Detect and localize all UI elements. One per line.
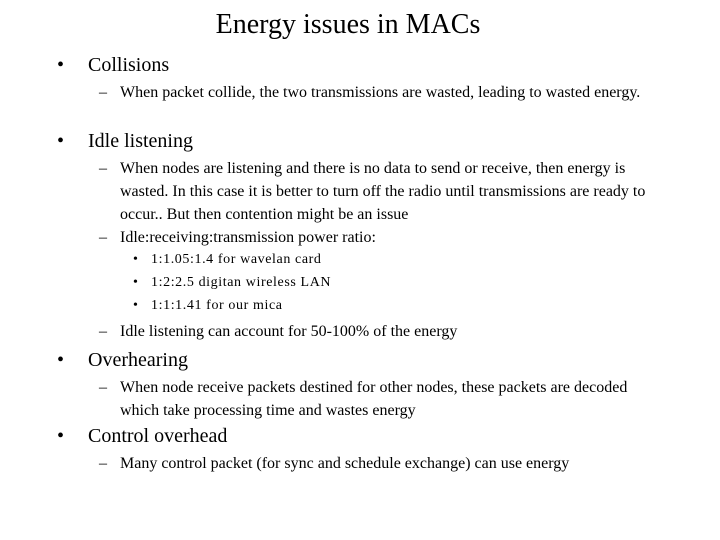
sub-sub-bullet-text: 1:1.05:1.4 for wavelan card	[151, 252, 322, 267]
dash-marker: –	[99, 323, 107, 340]
dash-marker: –	[99, 160, 107, 177]
sub-sub-bullet-text: 1:2:2.5 digitan wireless LAN	[151, 275, 332, 290]
bullet-marker: •	[57, 130, 65, 152]
bullet-marker: •	[133, 298, 139, 313]
bullet-marker: •	[57, 54, 65, 76]
sub-bullet-text: Idle listening can account for 50-100% of the energy	[120, 323, 458, 340]
dash-marker: –	[99, 84, 107, 101]
bullet-marker: •	[57, 425, 65, 447]
bullet-text: Overhearing	[88, 349, 188, 371]
bullet-text: Idle listening	[88, 130, 193, 152]
bullet-marker: •	[133, 275, 139, 290]
sub-bullet-text: Many control packet (for sync and schedule exchange) can use energy	[120, 455, 570, 472]
sub-sub-bullet-text: 1:1:1.41 for our mica	[151, 298, 283, 313]
sub-bullet-text: When packet collide, the two transmissions are wasted, leading to wasted energy.	[120, 84, 641, 101]
sub-bullet-text: When nodes are listening and there is no data to send or receive, then energy is wasted. In this case it is better to turn off the radio until transmissions are ready to occur.. But then contention might be an issue	[120, 160, 646, 223]
bullet-marker: •	[57, 349, 65, 371]
bullet-text: Collisions	[88, 54, 170, 76]
sub-bullet-text: When node receive packets destined for other nodes, these packets are decoded which take processing time and wastes energy	[120, 379, 628, 419]
slide-title: Energy issues in MACs	[215, 9, 481, 40]
dash-marker: –	[99, 379, 107, 396]
dash-marker: –	[99, 455, 107, 472]
bullet-text: Control overhead	[88, 425, 228, 447]
dash-marker: –	[99, 229, 107, 246]
sub-bullet-text: Idle:receiving:transmission power ratio:	[120, 229, 376, 246]
bullet-marker: •	[133, 252, 139, 267]
